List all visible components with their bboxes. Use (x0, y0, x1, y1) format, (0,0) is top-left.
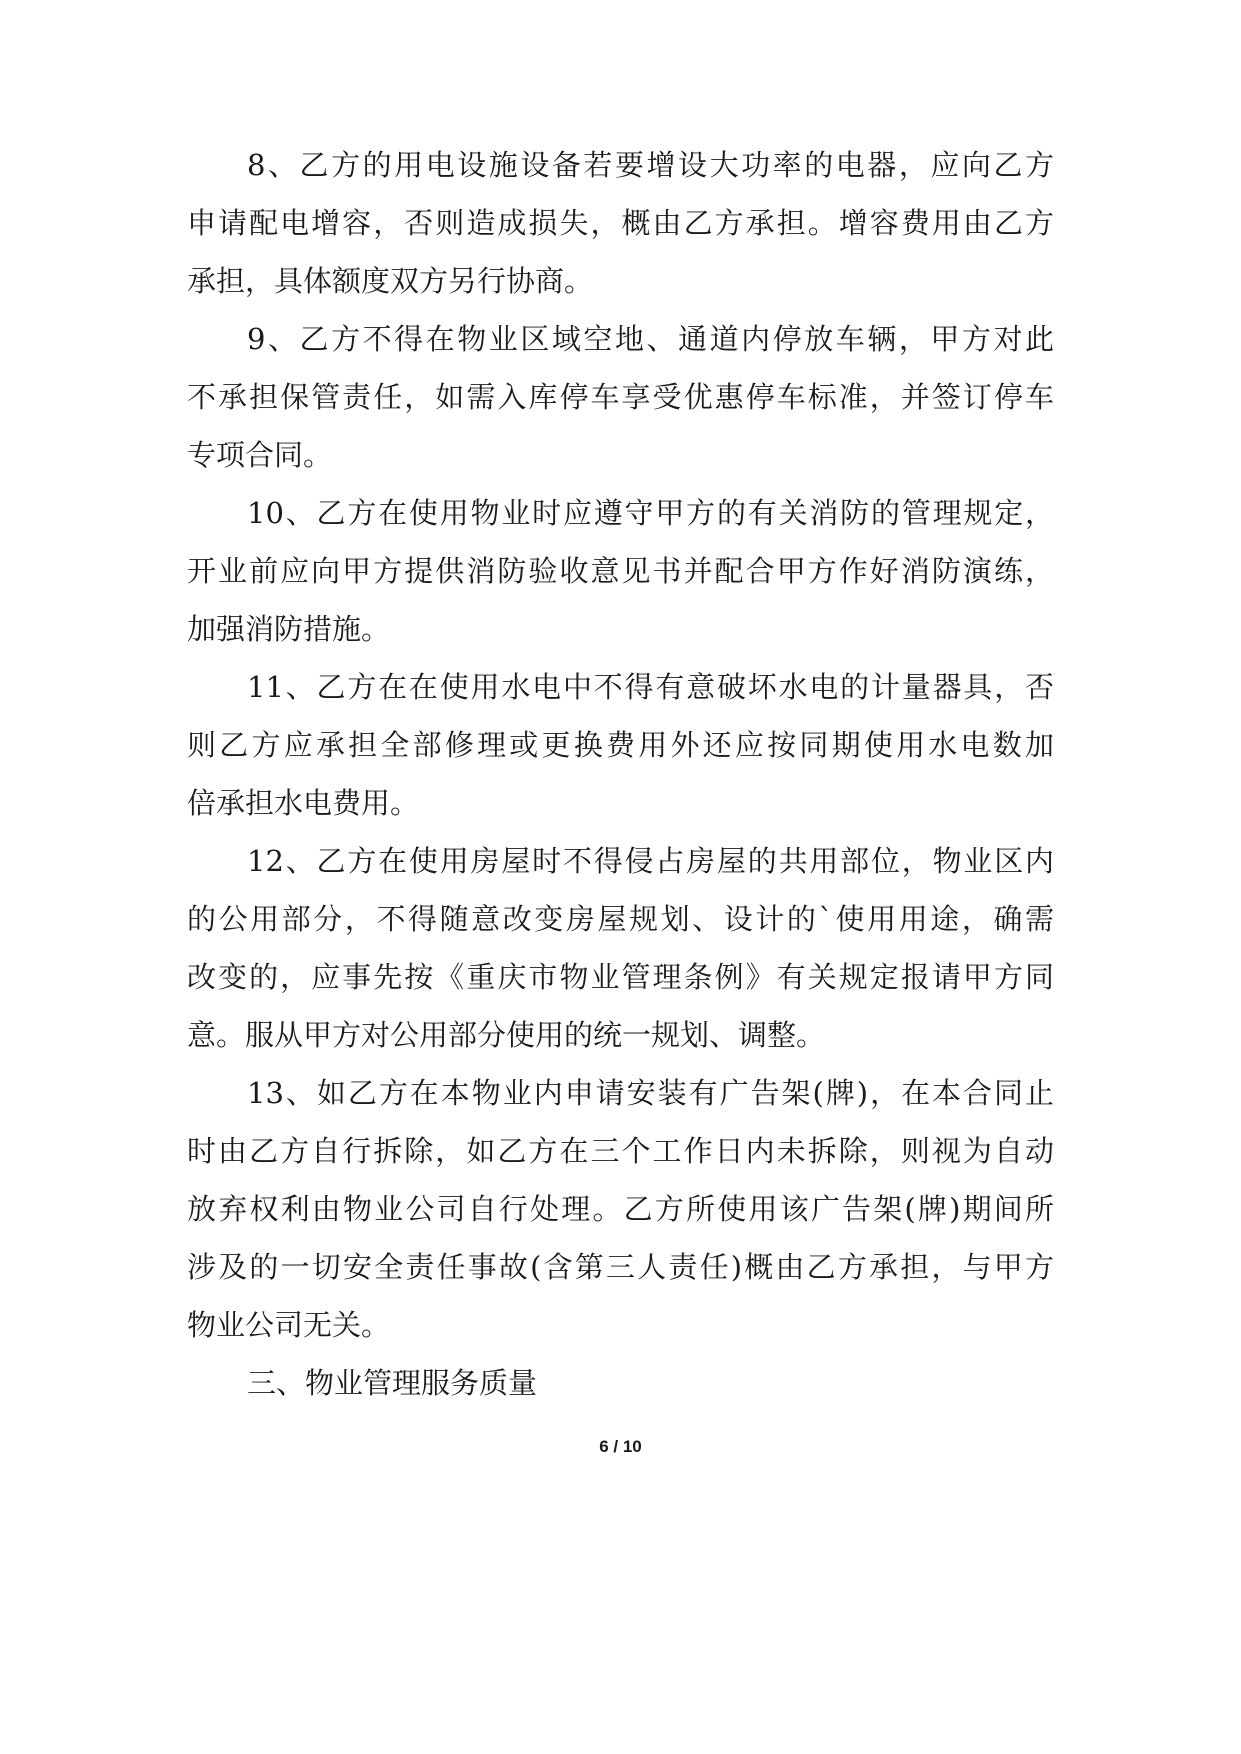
paragraph-line: 倍承担水电费用。 (187, 786, 420, 820)
paragraph-clause-10 (187, 484, 1054, 658)
paragraph-line: 时由乙方自行拆除，如乙方在三个工作日内未拆除，则视为自动 (187, 1134, 1054, 1168)
paragraph-line: 改变的，应事先按《重庆市物业管理条例》有关规定报请甲方同 (187, 960, 1054, 994)
paragraph-line: 不承担保管责任，如需入库停车享受优惠停车标准，并签订停车 (187, 380, 1054, 414)
paragraph-clause-11 (187, 658, 1054, 832)
paragraph-line: 11、乙方在在使用水电中不得有意破坏水电的计量器具，否 (247, 670, 1054, 704)
paragraph-clause-9 (187, 310, 1054, 484)
paragraph-line: 承担，具体额度双方另行协商。 (187, 264, 594, 298)
paragraph-line: 13、如乙方在本物业内申请安装有广告架(牌)，在本合同止 (247, 1076, 1054, 1110)
paragraph-line: 加强消防措施。 (187, 612, 391, 646)
paragraph-line: 12、乙方在使用房屋时不得侵占房屋的共用部位，物业区内 (247, 844, 1054, 878)
paragraph-line: 9、乙方不得在物业区域空地、通道内停放车辆，甲方对此 (247, 322, 1054, 356)
paragraph-line: 涉及的一切安全责任事故(含第三人责任)概由乙方承担，与甲方 (187, 1250, 1054, 1284)
paragraph-line: 的公用部分，不得随意改变房屋规划、设计的`使用用途，确需 (187, 902, 1054, 936)
section-heading-text: 三、物业管理服务质量 (247, 1366, 538, 1400)
paragraph-line: 则乙方应承担全部修理或更换费用外还应按同期使用水电数加 (187, 728, 1054, 762)
paragraph-clause-12 (187, 832, 1054, 1064)
document-body (187, 136, 1054, 1412)
paragraph-line: 专项合同。 (187, 438, 333, 472)
paragraph-line: 放弃权利由物业公司自行处理。乙方所使用该广告架(牌)期间所 (187, 1192, 1054, 1226)
paragraph-line: 开业前应向甲方提供消防验收意见书并配合甲方作好消防演练， (187, 554, 1054, 588)
paragraph-clause-13 (187, 1064, 1054, 1354)
paragraph-line: 10、乙方在使用物业时应遵守甲方的有关消防的管理规定， (247, 496, 1054, 530)
paragraph-line: 意。服从甲方对公用部分使用的统一规划、调整。 (187, 1018, 826, 1052)
paragraph-clause-8 (187, 136, 1054, 310)
paragraph-line: 8、乙方的用电设施设备若要增设大功率的电器，应向乙方 (247, 148, 1054, 182)
paragraph-line: 物业公司无关。 (187, 1308, 391, 1342)
paragraph-line: 申请配电增容，否则造成损失，概由乙方承担。增容费用由乙方 (187, 206, 1054, 240)
section-heading (187, 1354, 1054, 1412)
page-number: 6 / 10 (599, 1437, 642, 1456)
